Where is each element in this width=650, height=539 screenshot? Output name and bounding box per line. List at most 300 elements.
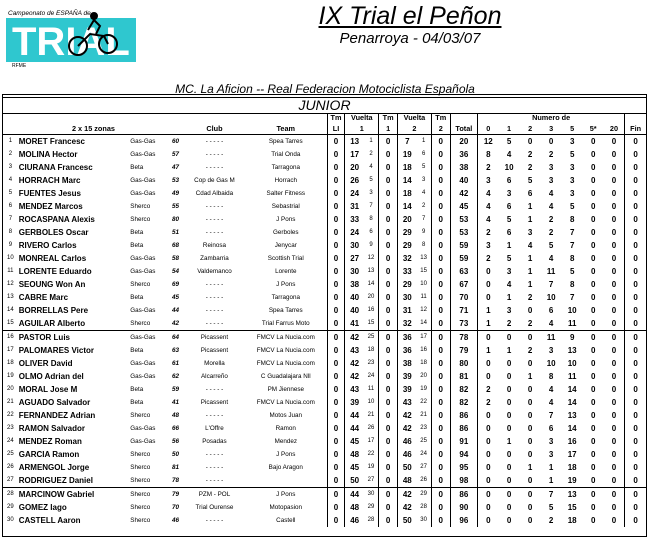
cell-num: 57	[172, 151, 180, 158]
cell-club: Picassent	[184, 331, 245, 345]
cell-v2: 36	[398, 344, 417, 357]
logo-big-text: TRIAL	[12, 20, 130, 64]
cell-n5s: 0	[590, 163, 596, 172]
cell-v1: 48	[345, 448, 364, 461]
cell-tm1: 0	[379, 226, 398, 239]
cell-v2: 18	[398, 187, 417, 200]
cell-v2s: 13	[420, 255, 427, 261]
cell-v1s: 26	[367, 425, 375, 431]
cell-n0: 0	[478, 435, 499, 448]
cell-v2s: 23	[420, 425, 427, 431]
cell-n5: 18	[567, 516, 577, 525]
cell-v2s: 19	[420, 386, 427, 392]
cell-tm1: 0	[379, 461, 398, 474]
cell-n2: 1	[527, 372, 533, 381]
cell-tm2: 0	[431, 501, 450, 514]
cell-name: MORET Francesc	[18, 137, 85, 146]
event-title: IX Trial el Peñon	[318, 2, 502, 30]
cell-tmli: 0	[327, 317, 345, 331]
cell-n0: 0	[478, 331, 499, 345]
cell-n1: 6	[506, 228, 512, 237]
cell-tm1: 0	[379, 488, 398, 502]
th-vuelta1-top: Vuelta	[345, 113, 379, 123]
cell-fin: 0	[625, 474, 646, 488]
cell-v1: 44	[345, 488, 364, 502]
cell-n0: 2	[478, 226, 499, 239]
cell-n20: 0	[611, 293, 617, 302]
th-n5: 5	[562, 123, 583, 135]
cell-v2s: 25	[420, 438, 427, 444]
cell-v1: 45	[345, 435, 364, 448]
cell-tm2: 0	[431, 213, 450, 226]
cell-fin: 0	[625, 278, 646, 291]
cell-n20: 0	[611, 359, 617, 368]
cell-team: Castell	[276, 517, 296, 524]
cell-n1: 3	[506, 189, 512, 198]
cell-brand: Gas-Gas	[130, 438, 156, 445]
cell-team: FMCV La Nucia.com	[256, 347, 315, 354]
cell-n0: 1	[478, 344, 499, 357]
cell-v1: 13	[345, 135, 364, 149]
cell-n2: 1	[527, 280, 533, 289]
cell-pos: 21	[7, 399, 14, 405]
cell-club: - - - - -	[205, 138, 224, 145]
table-row	[3, 265, 646, 278]
cell-n1: 0	[506, 503, 512, 512]
cell-v2s: 17	[417, 331, 432, 345]
cell-total: 81	[450, 370, 477, 383]
cell-club: - - - - -	[205, 216, 224, 223]
cell-pos: 9	[8, 242, 13, 248]
cell-name: LORENTE Eduardo	[18, 267, 92, 276]
cell-fin: 0	[625, 448, 646, 461]
cell-v2: 32	[398, 317, 417, 331]
cell-tm2: 0	[431, 174, 450, 187]
cell-total: 82	[450, 383, 477, 396]
cell-n3: 2	[548, 516, 554, 525]
cell-tm1: 0	[379, 148, 398, 161]
cell-total: 82	[450, 396, 477, 409]
cell-fin: 0	[625, 252, 646, 265]
cell-tmli: 0	[327, 370, 345, 383]
cell-n5: 13	[567, 411, 577, 420]
cell-v1s: 13	[367, 268, 375, 274]
cell-pos: 15	[7, 320, 14, 326]
cell-num: 81	[172, 464, 180, 471]
cell-num: 68	[172, 242, 180, 249]
cell-n0: 2	[478, 161, 499, 174]
cell-club: - - - - -	[205, 151, 224, 158]
cell-total: 20	[450, 135, 477, 149]
table-row	[3, 448, 646, 461]
cell-pos: 14	[7, 307, 14, 313]
cell-brand: Gas-Gas	[130, 307, 156, 314]
cell-v2: 48	[398, 474, 417, 488]
cell-n5: 8	[569, 254, 575, 263]
cell-n3: 7	[541, 488, 562, 502]
cell-tm1: 0	[379, 357, 398, 370]
cell-n5s: 0	[590, 306, 596, 315]
cell-name: CIURANA Francesc	[18, 163, 93, 172]
cell-v2: 42	[398, 501, 417, 514]
cell-v2: 50	[398, 514, 417, 527]
cell-n3: 3	[548, 346, 554, 355]
cell-tm2: 0	[431, 422, 450, 435]
cell-n5: 3	[569, 176, 575, 185]
cell-v2: 39	[398, 383, 417, 396]
cell-tmli: 0	[327, 461, 345, 474]
cell-n5: 3	[569, 189, 575, 198]
cell-brand: Gas-Gas	[130, 425, 156, 432]
cell-n2: 1	[527, 215, 533, 224]
cell-tmli: 0	[327, 161, 345, 174]
table-row	[3, 331, 646, 345]
table-row	[3, 344, 646, 357]
cell-team: Scottish Trial	[267, 255, 304, 262]
cell-n0: 0	[478, 514, 499, 527]
cell-total: 36	[450, 148, 477, 161]
cell-v1: 40	[345, 304, 364, 317]
cell-num: 64	[167, 331, 184, 345]
cell-num: 49	[172, 190, 180, 197]
cell-n5s: 0	[590, 463, 596, 472]
cell-n0: 0	[478, 461, 499, 474]
cell-n5: 10	[567, 306, 577, 315]
cell-n5s: 0	[583, 488, 604, 502]
cell-v1s: 12	[367, 255, 375, 261]
cell-v2: 33	[398, 265, 417, 278]
cell-n1: 0	[506, 516, 512, 525]
cell-tm1: 0	[379, 344, 398, 357]
cell-v1s: 10	[367, 399, 375, 405]
cell-pos: 23	[7, 425, 14, 431]
cell-brand: Gas-Gas	[130, 268, 156, 275]
cell-tmli: 0	[327, 331, 345, 345]
cell-total: 86	[450, 488, 477, 502]
cell-n5: 3	[569, 137, 575, 146]
cell-fin: 0	[625, 501, 646, 514]
cell-team: J Pons	[276, 451, 296, 458]
cell-n0: 4	[478, 213, 499, 226]
cell-name: MORAL Jose M	[18, 385, 78, 394]
cell-n20: 0	[611, 306, 617, 315]
cell-tmli: 0	[327, 357, 345, 370]
cell-tmli: 0	[327, 435, 345, 448]
cell-pos: 17	[7, 347, 14, 353]
cell-n1: 6	[506, 202, 512, 211]
cell-tm1: 0	[379, 304, 398, 317]
cell-num: 62	[172, 373, 180, 380]
cell-pos: 5	[8, 190, 13, 196]
cell-num: 69	[172, 281, 180, 288]
cell-name: FUENTES Jesus	[18, 189, 81, 198]
cell-team: PM Jiennese	[267, 386, 304, 393]
cell-n5s: 0	[590, 137, 596, 146]
cell-fin: 0	[625, 148, 646, 161]
cell-fin: 0	[625, 488, 646, 502]
cell-n1: 1	[506, 293, 512, 302]
cell-club: - - - - -	[205, 320, 224, 327]
cell-v1: 46	[345, 514, 364, 527]
cell-tm1: 0	[379, 135, 398, 149]
cell-n5: 3	[569, 163, 575, 172]
cell-n5: 14	[567, 385, 577, 394]
cell-fin: 0	[625, 461, 646, 474]
cell-club: Reinosa	[202, 242, 227, 249]
cell-team: FMCV La Nucia.com	[245, 331, 327, 345]
cell-brand: Sherco	[130, 504, 151, 511]
cell-v2s: 12	[420, 307, 427, 313]
cell-n5: 5	[569, 267, 575, 276]
cell-v1: 43	[345, 344, 364, 357]
cell-n1: 1	[506, 346, 512, 355]
cell-tmli: 0	[327, 514, 345, 527]
cell-team: Mendez	[274, 438, 297, 445]
cell-n1: 0	[506, 476, 512, 485]
cell-n5s: 0	[590, 359, 596, 368]
cell-n1: 5	[506, 137, 512, 146]
cell-team: Motopasion	[269, 504, 303, 511]
cell-n1: 0	[506, 398, 512, 407]
cell-name: MONREAL Carlos	[18, 254, 87, 263]
cell-n3: 4	[548, 319, 554, 328]
cell-total: 90	[450, 501, 477, 514]
cell-brand: Sherco	[130, 203, 151, 210]
cell-v1s: 15	[367, 320, 375, 326]
cell-fin: 0	[625, 514, 646, 527]
cell-fin: 0	[625, 174, 646, 187]
cell-v2s: 11	[420, 294, 427, 300]
table-row	[3, 317, 646, 331]
cell-n0: 0	[478, 370, 499, 383]
category-title: JUNIOR	[3, 97, 646, 114]
cell-total: 78	[450, 331, 477, 345]
cell-num: 50	[172, 451, 180, 458]
cell-v2s: 22	[420, 399, 427, 405]
cell-v1s: 11	[367, 386, 375, 392]
cell-name: HORRACH Marc	[18, 176, 81, 185]
cell-team: Lorente	[275, 268, 297, 275]
cell-n3: 3	[548, 163, 554, 172]
cell-v1s: 2	[369, 151, 373, 157]
cell-team: Spea Tarres	[268, 307, 303, 314]
table-row	[3, 501, 646, 514]
cell-n20: 0	[611, 450, 617, 459]
cell-fin: 0	[625, 357, 646, 370]
cell-n3: 7	[548, 411, 554, 420]
cell-total: 67	[450, 278, 477, 291]
cell-num: 56	[172, 438, 180, 445]
cell-brand: Beta	[130, 386, 144, 393]
th-total: Total	[450, 123, 477, 135]
cell-team: J Pons	[276, 216, 296, 223]
cell-tmli: 0	[327, 213, 345, 226]
cell-total: 91	[450, 435, 477, 448]
cell-club: Alcarreño	[200, 373, 228, 380]
cell-n1: 3	[506, 306, 512, 315]
cell-n5: 8	[569, 280, 575, 289]
trial-logo	[6, 6, 136, 70]
cell-num: 80	[172, 216, 180, 223]
cell-brand: Gas-Gas	[130, 373, 156, 380]
cell-fin: 0	[625, 370, 646, 383]
cell-fin: 0	[625, 187, 646, 200]
cell-name: MARCINOW Gabriel	[18, 488, 130, 502]
cell-v1s: 3	[369, 190, 373, 196]
cell-tm2: 0	[431, 265, 450, 278]
cell-n5s: 0	[590, 319, 596, 328]
table-row	[3, 422, 646, 435]
cell-v1: 42	[345, 357, 364, 370]
cell-club: Morella	[204, 360, 225, 367]
cell-num: 58	[172, 255, 180, 262]
cell-n0: 0	[478, 409, 499, 422]
cell-tm2: 0	[431, 396, 450, 409]
cell-v2s: 9	[421, 229, 426, 235]
cell-fin: 0	[625, 422, 646, 435]
cell-tm2: 0	[431, 409, 450, 422]
th-n3: 3	[541, 123, 562, 135]
cell-n3: 4	[548, 398, 554, 407]
cell-num: 54	[172, 268, 180, 275]
table-row	[3, 174, 646, 187]
cell-v2s: 8	[421, 242, 426, 248]
cell-v1: 38	[345, 278, 364, 291]
cell-v2: 32	[398, 252, 417, 265]
cell-team: Bajo Aragon	[268, 464, 303, 471]
cell-brand: Sherco	[129, 488, 167, 502]
cell-v1: 44	[345, 409, 364, 422]
cell-n3: 7	[548, 280, 554, 289]
cell-n5: 11	[567, 372, 577, 381]
table-row	[3, 435, 646, 448]
cell-pos: 11	[7, 268, 14, 274]
cell-n1: 0	[499, 331, 520, 345]
cell-n2: 6	[527, 189, 533, 198]
cell-total: 40	[450, 174, 477, 187]
cell-n1: 3	[506, 267, 512, 276]
cell-n3: 0	[548, 137, 554, 146]
cell-tm2: 0	[431, 448, 450, 461]
table-row	[3, 396, 646, 409]
cell-n5: 7	[569, 241, 575, 250]
cell-n3: 4	[548, 189, 554, 198]
cell-n2: 0	[527, 137, 533, 146]
cell-pos: 24	[7, 438, 14, 444]
cell-brand: Gas-Gas	[130, 151, 156, 158]
cell-n1: 0	[499, 488, 520, 502]
table-row	[3, 148, 646, 161]
cell-pos: 6	[8, 203, 13, 209]
logo-small-text: Campeonato de ESPAÑA de	[8, 10, 91, 17]
cell-brand: Gas-Gas	[129, 331, 167, 345]
cell-club: PZM - POL	[184, 488, 245, 502]
cell-num: 48	[172, 412, 180, 419]
cell-tm2: 0	[431, 148, 450, 161]
th-tmli-bottom: LI	[327, 123, 345, 135]
cell-tm1: 0	[379, 383, 398, 396]
cell-v1s: 30	[364, 488, 379, 502]
cell-tmli: 0	[327, 278, 345, 291]
cell-n5: 16	[567, 437, 577, 446]
cell-fin: 0	[625, 135, 646, 149]
cell-n5s: 0	[590, 516, 596, 525]
cell-v1: 20	[345, 161, 364, 174]
cell-v2s: 29	[417, 488, 432, 502]
cell-n5s: 0	[590, 254, 596, 263]
cell-club: - - - - -	[205, 477, 224, 484]
cell-num: 44	[172, 307, 180, 314]
cell-v1: 30	[345, 239, 364, 252]
cell-v1s: 18	[367, 347, 375, 353]
cell-num: 59	[172, 386, 180, 393]
cell-n5: 10	[567, 359, 577, 368]
cell-n0: 0	[478, 278, 499, 291]
cell-name: PALOMARES Victor	[18, 346, 94, 355]
cell-v2s: 26	[420, 477, 427, 483]
table-row	[3, 383, 646, 396]
cell-tmli: 0	[327, 252, 345, 265]
table-row	[3, 370, 646, 383]
cell-pos: 4	[8, 177, 13, 183]
cell-tmli: 0	[327, 488, 345, 502]
cell-tmli: 0	[327, 239, 345, 252]
cell-v2s: 28	[420, 504, 427, 510]
cell-tm1: 0	[379, 291, 398, 304]
cell-num: 46	[172, 517, 180, 524]
cell-n3: 2	[548, 215, 554, 224]
cell-n0: 0	[478, 265, 499, 278]
cell-v2: 42	[398, 422, 417, 435]
cell-tmli: 0	[327, 501, 345, 514]
cell-n3: 3	[548, 176, 554, 185]
cell-tm2: 0	[431, 331, 450, 345]
cell-n0: 2	[478, 383, 499, 396]
cell-club: Zambarria	[200, 255, 229, 262]
cell-num: 47	[172, 164, 180, 171]
cell-v1s: 21	[367, 412, 375, 418]
cell-v1s: 8	[369, 216, 373, 222]
cell-n5: 13	[567, 346, 577, 355]
cell-fin: 0	[625, 344, 646, 357]
cell-brand: Beta	[130, 229, 144, 236]
cell-name: GERBOLES Oscar	[18, 228, 89, 237]
cell-n5: 7	[569, 228, 575, 237]
cell-pos: 13	[7, 294, 14, 300]
cell-total: 71	[450, 304, 477, 317]
cell-v2: 20	[398, 213, 417, 226]
cell-n5: 13	[562, 488, 583, 502]
cell-v2s: 1	[421, 138, 426, 144]
th-club: Club	[184, 123, 245, 135]
cell-v2s: 15	[420, 268, 427, 274]
cell-n5s: 0	[590, 385, 596, 394]
cell-n1: 1	[506, 437, 512, 446]
table-row	[3, 291, 646, 304]
cell-n5: 17	[567, 450, 577, 459]
cell-total: 73	[450, 317, 477, 331]
cell-v1: 33	[345, 213, 364, 226]
cell-team: FMCV La Nucia.com	[256, 399, 315, 406]
cell-n3: 6	[548, 424, 554, 433]
cell-n1: 0	[506, 359, 512, 368]
cell-v2s: 20	[420, 373, 427, 379]
cell-pos: 10	[7, 255, 14, 261]
cell-pos: 16	[3, 331, 18, 345]
cell-num: 53	[172, 177, 180, 184]
cell-n5s: 0	[590, 176, 596, 185]
results-table	[3, 113, 646, 527]
